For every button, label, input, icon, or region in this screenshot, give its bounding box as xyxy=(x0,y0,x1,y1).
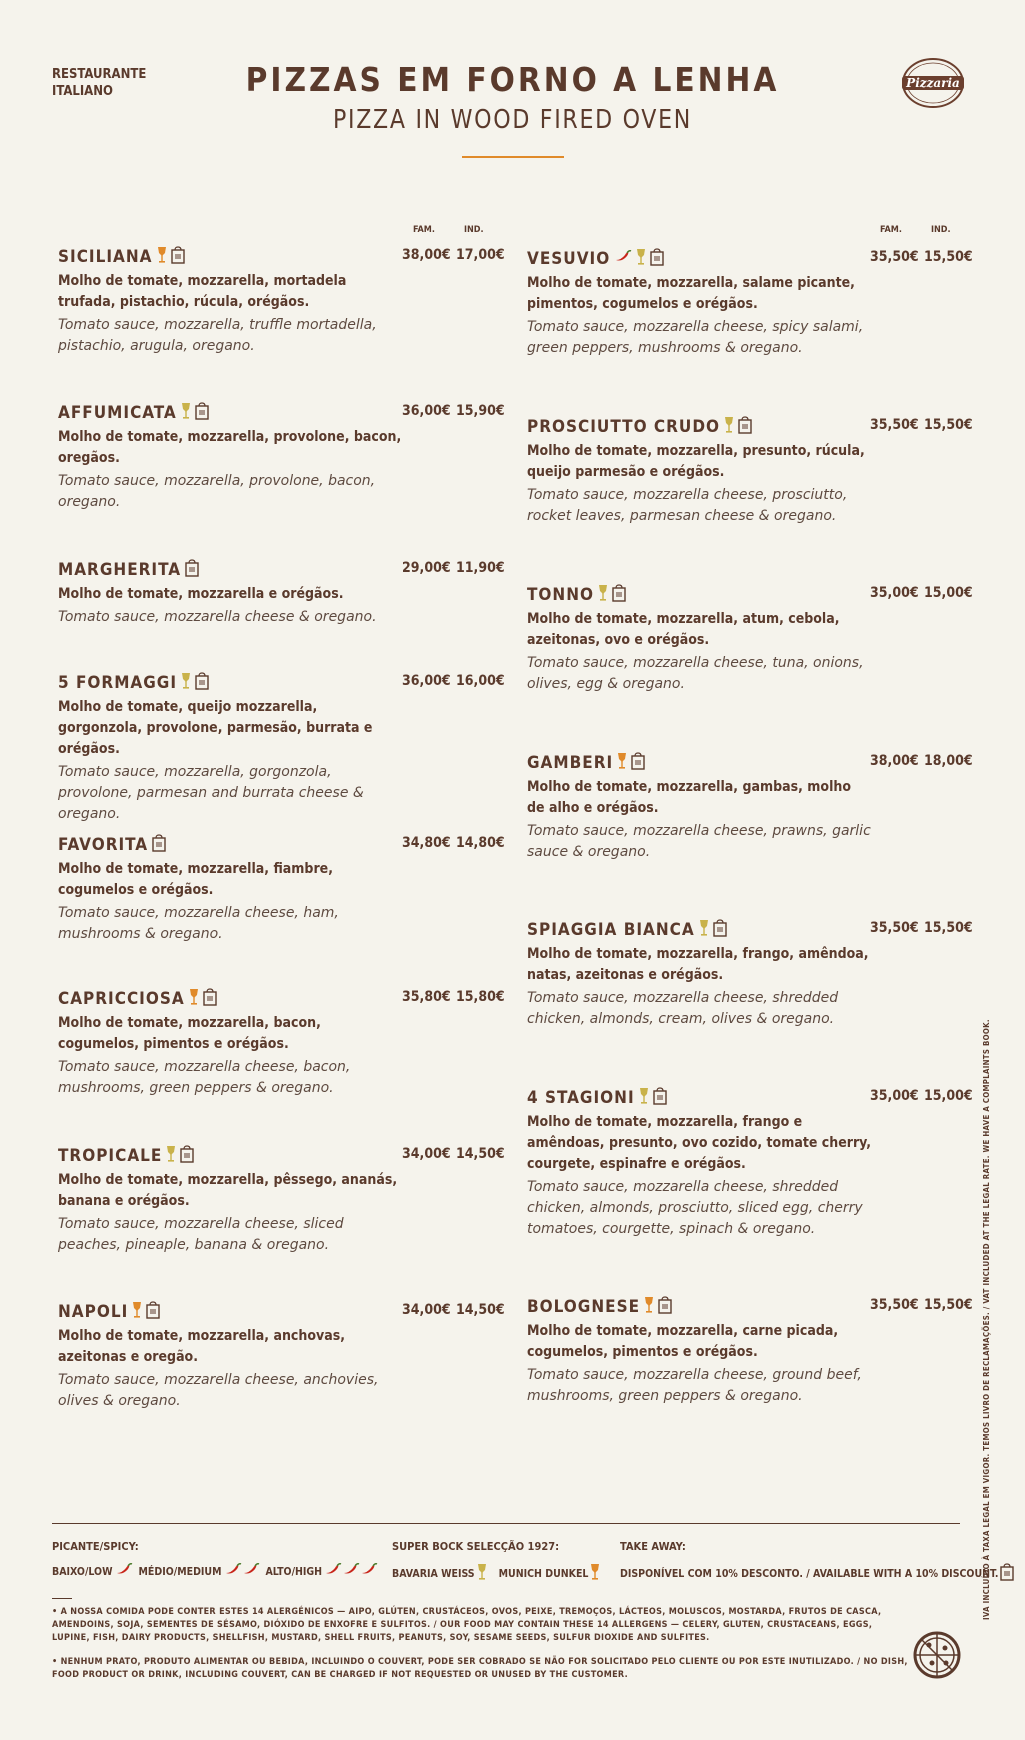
menu-item xyxy=(58,989,505,1099)
menu-item xyxy=(527,1297,973,1407)
description-en: Tomato sauce, mozzarella, provolone, bacon, oregano. xyxy=(58,473,376,510)
description-pt: Molho de tomate, mozzarella, bacon, cogumelos, pimentos e orégãos. xyxy=(58,1015,321,1052)
price-family: 38,00€ xyxy=(870,753,919,769)
menu-item xyxy=(527,1088,973,1240)
menu-item xyxy=(527,417,973,527)
chili-icon xyxy=(224,1563,260,1580)
footer-divider xyxy=(52,1523,960,1524)
price-individual: 16,00€ xyxy=(456,673,505,689)
pizza-icon xyxy=(912,1630,962,1680)
menu-item xyxy=(58,1302,505,1412)
menu-item xyxy=(527,753,973,863)
beer-glass-icon xyxy=(157,246,167,269)
pizza-name: PROSCIUTTO CRUDO xyxy=(527,417,967,437)
description-pt: Molho de tomate, mozzarella, frango e amêndoas, presunto, ovo cozido, tomate cherry, courgete, espinafre e orégãos. xyxy=(527,1114,872,1172)
pizza-name: NAPOLI xyxy=(58,1302,498,1322)
beer-glass-icon xyxy=(636,248,646,271)
description-pt: Molho de tomate, mozzarella, gambas, molho de alho e orégãos. xyxy=(527,779,852,816)
price-individual: 15,00€ xyxy=(924,1088,973,1104)
title-divider xyxy=(462,156,564,158)
description-pt: Molho de tomate, mozzarella, carne picada, cogumelos, pimentos e orégãos. xyxy=(527,1323,839,1360)
no-charge-note: • NENHUM PRATO, PRODUTO ALIMENTAR OU BEBIDA, INCLUINDO O COUVERT, PODE SER COBRADO SE NÃO FOR SOLICITADO PELO CLIENTE OU POR ESTE INUTILIZADO. / NO DISH, FOOD PRODUCT OR DRINK, INCLUDING COUVERT, CAN BE CHARGED IF NOT REQUESTED OR UNUSED BY THE CUSTOMER. xyxy=(52,1657,908,1680)
notes-divider xyxy=(52,1598,72,1599)
pizza-name: 4 STAGIONI xyxy=(527,1088,967,1108)
beer-glass-icon xyxy=(181,402,191,425)
takeaway-bag-icon xyxy=(1000,1563,1014,1584)
takeaway-text: DISPONÍVEL COM 10% DESCONTO. / AVAILABLE WITH A 10% DISCOUNT. xyxy=(620,1567,999,1580)
description-en: Tomato sauce, mozzarella cheese, ground beef, mushrooms, green peppers & oregano. xyxy=(527,1367,862,1404)
description-en: Tomato sauce, mozzarella cheese, bacon, mushrooms, green peppers & oregano. xyxy=(58,1059,351,1096)
menu-item xyxy=(58,560,505,628)
pizza-name: GAMBERI xyxy=(527,753,967,773)
pizza-name: FAVORITA xyxy=(58,835,498,855)
description-pt: Molho de tomate, mozzarella, atum, cebola, azeitonas, ovo e orégãos. xyxy=(527,611,840,648)
spicy-low-label: BAIXO/LOW xyxy=(52,1565,113,1578)
svg-text:Pizzaria: Pizzaria xyxy=(906,76,960,90)
beer-glass-icon xyxy=(132,1301,142,1324)
spicy-high-label: ALTO/HIGH xyxy=(265,1565,323,1578)
price-family: 38,00€ xyxy=(402,247,451,263)
takeaway-legend xyxy=(620,1540,1014,1584)
beer-glass-icon xyxy=(699,919,709,942)
takeaway-bag-icon xyxy=(631,752,645,775)
pizza-name: 5 FORMAGGI xyxy=(58,673,498,693)
description-pt: Molho de tomate, mozzarella, mortadela trufada, pistachio, rúcula, orégãos. xyxy=(58,273,347,310)
pizza-name: BOLOGNESE xyxy=(527,1297,967,1317)
beer-dunkel-label: MUNICH DUNKEL xyxy=(498,1567,589,1580)
description-en: Tomato sauce, mozzarella cheese, ham, mushrooms & oregano. xyxy=(58,905,339,942)
menu-item xyxy=(58,247,505,357)
takeaway-bag-icon xyxy=(146,1301,160,1324)
price-family: 34,80€ xyxy=(402,835,451,851)
takeaway-bag-icon xyxy=(171,246,185,269)
takeaway-bag-icon xyxy=(152,834,166,857)
price-family: 35,00€ xyxy=(870,585,919,601)
description-pt: Molho de tomate, mozzarella, anchovas, azeitonas e oregão. xyxy=(58,1328,346,1365)
description-en: Tomato sauce, mozzarella cheese, anchovies, olives & oregano. xyxy=(58,1372,379,1409)
menu-item xyxy=(527,249,973,359)
takeaway-label: TAKE AWAY: xyxy=(620,1540,686,1553)
col-fam-right: FAM. xyxy=(880,225,902,235)
restaurant-label: RESTAURANTE ITALIANO xyxy=(52,67,147,99)
price-individual: 14,50€ xyxy=(456,1146,505,1162)
description-en: Tomato sauce, mozzarella, gorgonzola, provolone, parmesan and burrata cheese & oregano. xyxy=(58,764,364,822)
price-individual: 11,90€ xyxy=(456,560,505,576)
price-family: 35,50€ xyxy=(870,1297,919,1313)
beer-glass-icon xyxy=(189,988,199,1011)
price-family: 36,00€ xyxy=(402,403,451,419)
price-family: 29,00€ xyxy=(402,560,451,576)
price-individual: 15,50€ xyxy=(924,249,973,265)
col-ind-left: IND. xyxy=(464,225,484,235)
price-individual: 15,80€ xyxy=(456,989,505,1005)
allergens-note: • A NOSSA COMIDA PODE CONTER ESTES 14 ALERGÉNICOS — AIPO, GLÚTEN, CRUSTÁCEOS, OVOS, PEIXE, TREMOÇOS, LÁCTEOS, MOLUSCOS, MOSTARDA, FRUTOS DE CASCA, AMENDOINS, SOJA, SEMENTES DE SÉSAMO, DIÓXIDO DE ENXOFRE E SULFITOS. / OUR FOOD MAY CONTAIN THESE 14 ALLERGENS — CELERY, GLUTEN, CRUSTACEANS, EGGS, LUPINE, FISH, DAIRY PRODUCTS, SHELLFISH, MUSTARD, SHELL FRUITS, PEANUTS, SOY, SESAME SEEDS, SULFUR DIOXIDE AND SULFITES. xyxy=(52,1607,882,1643)
price-individual: 15,00€ xyxy=(924,585,973,601)
spicy-medium-label: MÉDIO/MEDIUM xyxy=(138,1565,222,1578)
description-pt: Molho de tomate, queijo mozzarella, gorgonzola, provolone, parmesão, burrata e orégãos. xyxy=(58,699,373,757)
beer-glass-icon xyxy=(477,1563,487,1584)
description-pt: Molho de tomate, mozzarella, presunto, rúcula, queijo parmesão e orégãos. xyxy=(527,443,865,480)
description-pt: Molho de tomate, mozzarella e orégãos. xyxy=(58,586,344,602)
price-family: 35,00€ xyxy=(870,1088,919,1104)
takeaway-bag-icon xyxy=(195,402,209,425)
col-fam-left: FAM. xyxy=(413,225,435,235)
description-en: Tomato sauce, mozzarella cheese, spicy salami, green peppers, mushrooms & oregano. xyxy=(527,319,864,356)
beer-glass-icon xyxy=(639,1087,649,1110)
price-individual: 15,50€ xyxy=(924,920,973,936)
col-ind-right: IND. xyxy=(931,225,951,235)
price-individual: 15,50€ xyxy=(924,1297,973,1313)
menu-item xyxy=(527,585,973,695)
pizza-name: SPIAGGIA BIANCA xyxy=(527,920,967,940)
pizza-name: VESUVIO xyxy=(527,249,967,269)
description-pt: Molho de tomate, mozzarella, fiambre, cogumelos e orégãos. xyxy=(58,861,333,898)
takeaway-bag-icon xyxy=(653,1087,667,1110)
chili-icon xyxy=(115,1563,133,1580)
page-subtitle: PIZZA IN WOOD FIRED OVEN xyxy=(332,105,693,135)
pizza-name: TROPICALE xyxy=(58,1146,498,1166)
price-family: 34,00€ xyxy=(402,1302,451,1318)
takeaway-bag-icon xyxy=(195,672,209,695)
menu-item xyxy=(527,920,973,1030)
description-en: Tomato sauce, mozzarella cheese, sliced peaches, pineaple, banana & oregano. xyxy=(58,1216,344,1253)
takeaway-bag-icon xyxy=(612,584,626,607)
beer-label: SUPER BOCK SELECÇÃO 1927: xyxy=(392,1540,560,1553)
description-en: Tomato sauce, mozzarella cheese & oregano. xyxy=(58,609,377,625)
description-en: Tomato sauce, mozzarella cheese, shredded chicken, almonds, cream, olives & oregano. xyxy=(527,990,839,1027)
description-en: Tomato sauce, mozzarella cheese, prosciutto, rocket leaves, parmesan cheese & oregano. xyxy=(527,487,848,524)
description-en: Tomato sauce, mozzarella, truffle mortadella, pistachio, arugula, oregano. xyxy=(58,317,377,354)
pizza-name: CAPRICCIOSA xyxy=(58,989,498,1009)
chili-icon xyxy=(614,249,632,269)
spicy-legend xyxy=(52,1540,378,1580)
chili-icon xyxy=(324,1563,378,1580)
pizza-name: TONNO xyxy=(527,585,967,605)
pizzaria-logo xyxy=(898,56,968,110)
price-family: 36,00€ xyxy=(402,673,451,689)
beer-glass-icon xyxy=(617,752,627,775)
menu-item xyxy=(58,673,505,825)
takeaway-bag-icon xyxy=(713,919,727,942)
beer-glass-icon xyxy=(181,672,191,695)
price-individual: 14,50€ xyxy=(456,1302,505,1318)
pizza-name: SICILIANA xyxy=(58,247,498,267)
takeaway-bag-icon xyxy=(203,988,217,1011)
takeaway-bag-icon xyxy=(650,248,664,271)
takeaway-bag-icon xyxy=(738,416,752,439)
description-pt: Molho de tomate, mozzarella, frango, amêndoa, natas, azeitonas e orégãos. xyxy=(527,946,869,983)
beer-weiss-label: BAVARIA WEISS xyxy=(392,1567,475,1580)
pizza-name: AFFUMICATA xyxy=(58,403,498,423)
spicy-label: PICANTE/SPICY: xyxy=(52,1540,139,1553)
page-title: PIZZAS EM FORNO A LENHA xyxy=(245,60,780,99)
description-en: Tomato sauce, mozzarella cheese, shredded chicken, almonds, prosciutto, sliced egg, cherry tomatoes, courgette, spinach & oregano. xyxy=(527,1179,863,1237)
beer-glass-icon xyxy=(590,1563,600,1584)
price-family: 35,50€ xyxy=(870,249,919,265)
description-en: Tomato sauce, mozzarella cheese, prawns, garlic sauce & oregano. xyxy=(527,823,871,860)
price-family: 35,50€ xyxy=(870,920,919,936)
price-family: 35,50€ xyxy=(870,417,919,433)
takeaway-bag-icon xyxy=(185,559,199,582)
beer-glass-icon xyxy=(644,1296,654,1319)
menu-item xyxy=(58,1146,505,1256)
takeaway-bag-icon xyxy=(180,1145,194,1168)
price-individual: 15,90€ xyxy=(456,403,505,419)
menu-item xyxy=(58,403,505,513)
price-family: 35,80€ xyxy=(402,989,451,1005)
price-individual: 15,50€ xyxy=(924,417,973,433)
description-pt: Molho de tomate, mozzarella, salame picante, pimentos, cogumelos e orégãos. xyxy=(527,275,855,312)
takeaway-bag-icon xyxy=(658,1296,672,1319)
pizza-name: MARGHERITA xyxy=(58,560,498,580)
beer-glass-icon xyxy=(166,1145,176,1168)
beer-glass-icon xyxy=(724,416,734,439)
vat-notice: IVA INCLUÍDO À TAXA LEGAL EM VIGOR. TEMOS LIVRO DE RECLAMAÇÕES. / VAT INCLUDED AT THE LEGAL RATE. WE HAVE A COMPLAINTS BOOK. xyxy=(982,1019,991,1620)
price-family: 34,00€ xyxy=(402,1146,451,1162)
price-individual: 18,00€ xyxy=(924,753,973,769)
menu-item xyxy=(58,835,505,945)
beer-legend xyxy=(392,1540,600,1584)
beer-glass-icon xyxy=(598,584,608,607)
price-individual: 17,00€ xyxy=(456,247,505,263)
price-individual: 14,80€ xyxy=(456,835,505,851)
description-pt: Molho de tomate, mozzarella, pêssego, ananás, banana e orégãos. xyxy=(58,1172,398,1209)
description-en: Tomato sauce, mozzarella cheese, tuna, onions, olives, egg & oregano. xyxy=(527,655,864,692)
description-pt: Molho de tomate, mozzarella, provolone, bacon, oregãos. xyxy=(58,429,402,466)
